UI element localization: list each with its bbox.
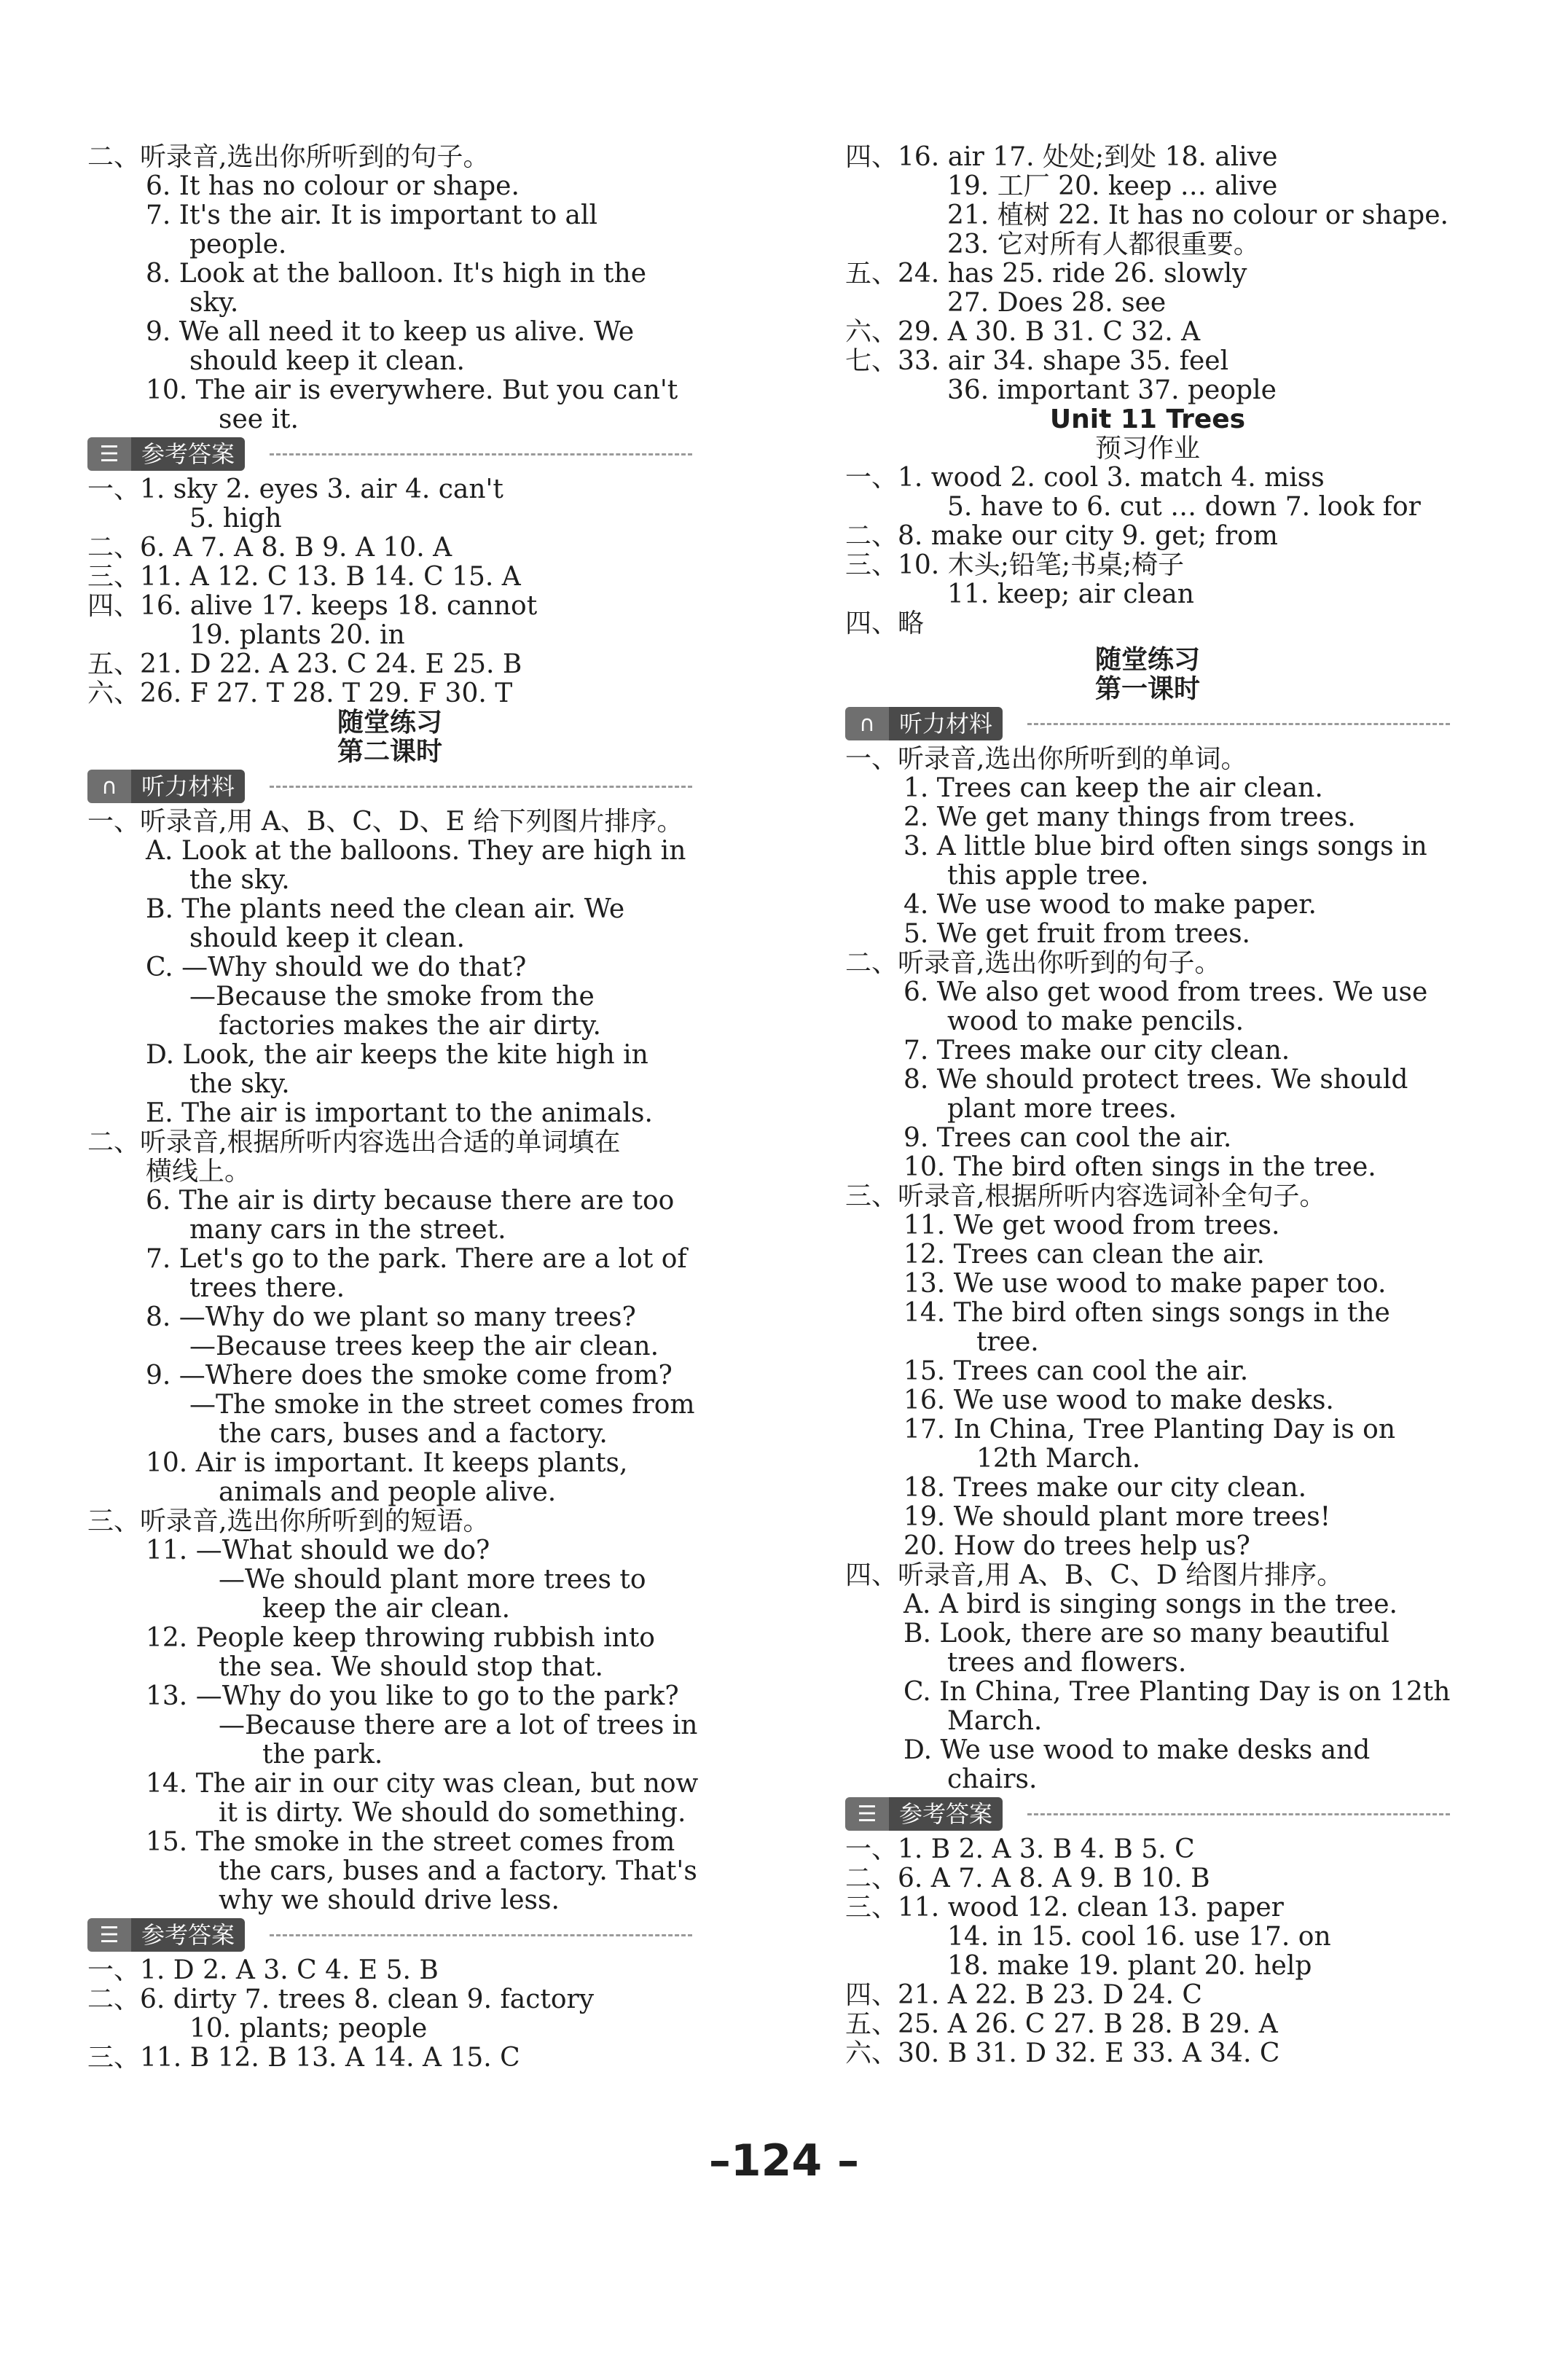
text-line: 14. The air in our city was clean, but now — [146, 1769, 699, 1799]
text-line: 18. Trees make our city clean. — [903, 1473, 1307, 1503]
text-line: March. — [947, 1706, 1043, 1736]
text-line: D. Look, the air keeps the kite high in — [146, 1040, 648, 1070]
answer-line: 三、10. 木头;铅笔;书桌;椅子 — [845, 550, 1185, 580]
text-line: 8. Look at the balloon. It's high in the — [146, 259, 647, 289]
answer-line: 四、21. A 22. B 23. D 24. C — [845, 1980, 1202, 2010]
text-line: D. We use wood to make desks and — [903, 1735, 1371, 1765]
text-line: 3. A little blue bird often sings songs in — [903, 832, 1427, 861]
text-line: A. Look at the balloons. They are high in — [146, 836, 686, 866]
text-line: 19. We should plant more trees! — [903, 1502, 1331, 1532]
text-line: 12. People keep throwing rubbish into — [146, 1623, 655, 1653]
answer-key-label: 参考答案 — [889, 1797, 1003, 1831]
answer-line: 四、略 — [845, 609, 925, 638]
answer-line: 二、6. A 7. A 8. A 9. B 10. B — [845, 1864, 1210, 1893]
text-line: B. Look, there are so many beautiful — [903, 1619, 1389, 1649]
text-line: 9. —Where does the smoke come from? — [146, 1361, 673, 1391]
text-line: keep the air clean. — [262, 1594, 511, 1624]
text-line: 7. Trees make our city clean. — [903, 1036, 1290, 1065]
text-line: the cars, buses and a factory. — [219, 1419, 608, 1449]
answer-line: 四、16. air 17. 处处;到处 18. alive — [845, 142, 1278, 172]
answer-line: 23. 它对所有人都很重要。 — [947, 230, 1260, 259]
text-line: sky. — [189, 288, 239, 318]
text-line: 15. Trees can cool the air. — [903, 1356, 1249, 1386]
text-line: —The smoke in the street comes from — [189, 1390, 695, 1420]
text-line: 7. It's the air. It is important to all — [146, 200, 598, 230]
answer-line: 二、6. A 7. A 8. B 9. A 10. A — [87, 533, 452, 563]
answer-line: 一、1. B 2. A 3. B 4. B 5. C — [845, 1834, 1195, 1864]
text-line: see it. — [219, 404, 299, 434]
text-line: —Because the smoke from the — [189, 982, 595, 1012]
answer-key-tag — [87, 437, 245, 471]
answer-key-bar — [87, 1918, 692, 1953]
answer-key-label: 参考答案 — [131, 437, 245, 471]
answer-key-bar — [845, 1797, 1450, 1832]
question-heading: 横线上。 — [146, 1157, 251, 1186]
text-line: 8. —Why do we plant so many trees? — [146, 1302, 636, 1332]
answer-line: 10. plants; people — [189, 2014, 428, 2044]
text-line: tree. — [976, 1327, 1039, 1357]
unit-title: Unit 11 Trees — [1049, 404, 1246, 434]
text-line: C. In China, Tree Planting Day is on 12th — [903, 1677, 1451, 1707]
listening-material-bar — [87, 770, 692, 805]
answer-key-bar — [87, 437, 692, 472]
text-line: the park. — [262, 1740, 383, 1770]
text-line: 2. We get many things from trees. — [903, 802, 1356, 832]
answer-line: 三、11. A 12. C 13. B 14. C 15. A — [87, 562, 521, 592]
answer-key-label: 参考答案 — [131, 1918, 245, 1952]
answer-line: 5. high — [189, 504, 282, 533]
answer-line: 19. plants 20. in — [189, 620, 405, 650]
divider — [1027, 1813, 1450, 1815]
text-line: animals and people alive. — [219, 1477, 557, 1507]
listening-material-label: 听力材料 — [131, 770, 245, 803]
question-heading: 一、听录音,选出你所听到的单词。 — [845, 744, 1247, 774]
question-heading: 一、听录音,用 A、B、C、D、E 给下列图片排序。 — [87, 807, 683, 837]
text-line: 15. The smoke in the street comes from — [146, 1827, 675, 1857]
text-line: factories makes the air dirty. — [219, 1011, 601, 1041]
answer-line: 18. make 19. plant 20. help — [947, 1951, 1312, 1981]
text-line: chairs. — [947, 1764, 1038, 1794]
text-line: 1. Trees can keep the air clean. — [903, 773, 1323, 803]
text-line: the sky. — [189, 865, 290, 895]
divider — [270, 453, 692, 455]
text-line: 13. —Why do you like to go to the park? — [146, 1681, 679, 1711]
page-number: –124 – — [708, 2135, 860, 2186]
text-line: trees and flowers. — [947, 1648, 1187, 1678]
text-line: 17. In China, Tree Planting Day is on — [903, 1415, 1396, 1444]
text-line: why we should drive less. — [219, 1885, 560, 1915]
question-heading: 三、听录音,选出你所听到的短语。 — [87, 1506, 490, 1536]
question-heading: 三、听录音,根据所听内容选词补全句子。 — [845, 1181, 1326, 1211]
text-line: 4. We use wood to make paper. — [903, 890, 1317, 920]
text-line: 12. Trees can clean the air. — [903, 1240, 1265, 1270]
headphones-icon: ∩ — [845, 707, 889, 740]
text-line: 9. We all need it to keep us alive. We — [146, 317, 635, 347]
question-heading: 二、听录音,根据所听内容选出合适的单词填在 — [87, 1127, 621, 1157]
answer-line: 19. 工厂 20. keep … alive — [947, 171, 1278, 201]
text-line: 9. Trees can cool the air. — [903, 1123, 1232, 1153]
answer-line: 五、24. has 25. ride 26. slowly — [845, 259, 1247, 289]
text-line: —Because trees keep the air clean. — [189, 1332, 659, 1361]
answer-line: 一、1. D 2. A 3. C 4. E 5. B — [87, 1955, 439, 1985]
text-line: 6. We also get wood from trees. We use — [903, 977, 1428, 1007]
text-line: 5. We get fruit from trees. — [903, 919, 1250, 949]
text-line: 13. We use wood to make paper too. — [903, 1269, 1387, 1299]
answer-line: 5. have to 6. cut … down 7. look for — [947, 492, 1421, 522]
question-heading: 二、听录音,选出你听到的句子。 — [845, 948, 1221, 978]
answer-line: 36. important 37. people — [947, 375, 1277, 405]
section-title: 随堂练习 — [1094, 645, 1200, 675]
listening-material-tag — [87, 770, 245, 803]
text-line: 10. Air is important. It keeps plants, — [146, 1448, 628, 1478]
text-line: 6. It has no colour or shape. — [146, 171, 520, 201]
text-line: should keep it clean. — [189, 923, 465, 953]
answer-line: 二、6. dirty 7. trees 8. clean 9. factory — [87, 1985, 595, 2014]
text-line: wood to make pencils. — [947, 1006, 1244, 1036]
question-heading: 四、听录音,用 A、B、C、D 给图片排序。 — [845, 1560, 1344, 1590]
divider — [1027, 723, 1450, 725]
answer-line: 五、21. D 22. A 23. C 24. E 25. B — [87, 649, 522, 679]
text-line: the sky. — [189, 1069, 290, 1099]
right-column — [845, 143, 1450, 2068]
text-line: E. The air is important to the animals. — [146, 1098, 653, 1128]
text-line: C. —Why should we do that? — [146, 953, 527, 982]
text-line: —We should plant more trees to — [219, 1565, 646, 1595]
section-title: 随堂练习 — [337, 708, 442, 738]
text-line: the sea. We should stop that. — [219, 1652, 603, 1682]
list-icon: ☰ — [845, 1797, 889, 1831]
text-line: should keep it clean. — [189, 346, 465, 376]
answer-line: 11. keep; air clean — [947, 579, 1194, 609]
text-line: 12th March. — [976, 1444, 1141, 1474]
text-line: many cars in the street. — [189, 1215, 506, 1245]
divider — [270, 786, 692, 788]
text-line: 11. —What should we do? — [146, 1536, 490, 1565]
list-icon: ☰ — [87, 1918, 131, 1952]
listening-material-bar — [845, 707, 1450, 742]
answer-key-tag — [845, 1797, 1003, 1831]
answer-line: 一、1. sky 2. eyes 3. air 4. can't — [87, 474, 503, 504]
answer-line: 二、8. make our city 9. get; from — [845, 521, 1278, 551]
listening-material-tag — [845, 707, 1003, 740]
text-line: —Because there are a lot of trees in — [219, 1710, 698, 1740]
section-subtitle: 第二课时 — [337, 737, 442, 767]
text-line: it is dirty. We should do something. — [219, 1798, 686, 1828]
divider — [270, 1934, 692, 1936]
text-line: 6. The air is dirty because there are too — [146, 1186, 675, 1216]
answer-line: 14. in 15. cool 16. use 17. on — [947, 1922, 1331, 1952]
text-line: 7. Let's go to the park. There are a lot of — [146, 1244, 687, 1274]
text-line: 8. We should protect trees. We should — [903, 1065, 1408, 1095]
text-line: the cars, buses and a factory. That's — [219, 1856, 697, 1886]
answer-line: 27. Does 28. see — [947, 288, 1167, 318]
section-subtitle: 第一课时 — [1094, 674, 1200, 704]
text-line: plant more trees. — [947, 1094, 1177, 1124]
answer-line: 一、1. wood 2. cool 3. match 4. miss — [845, 463, 1325, 493]
text-line: people. — [189, 230, 287, 259]
text-line: 16. We use wood to make desks. — [903, 1385, 1334, 1415]
text-line: 11. We get wood from trees. — [903, 1211, 1280, 1240]
answer-line: 21. 植树 22. It has no colour or shape. — [947, 200, 1449, 230]
answer-line: 六、29. A 30. B 31. C 32. A — [845, 317, 1201, 347]
answer-line: 六、30. B 31. D 32. E 33. A 34. C — [845, 2038, 1280, 2068]
text-line: B. The plants need the clean air. We — [146, 894, 625, 924]
text-line: 10. The bird often sings in the tree. — [903, 1152, 1376, 1182]
answer-line: 六、26. F 27. T 28. T 29. F 30. T — [87, 679, 513, 708]
answer-key-tag — [87, 1918, 245, 1952]
left-column — [87, 142, 699, 2073]
text-line: 10. The air is everywhere. But you can't — [146, 375, 678, 405]
answer-line: 五、25. A 26. C 27. B 28. B 29. A — [845, 2009, 1278, 2039]
headphones-icon: ∩ — [87, 770, 131, 803]
answer-line: 三、11. B 12. B 13. A 14. A 15. C — [87, 2043, 520, 2073]
unit-subtitle: 预习作业 — [1094, 434, 1200, 464]
list-icon: ☰ — [87, 437, 131, 471]
question-heading: 二、听录音,选出你所听到的句子。 — [87, 142, 490, 172]
answer-line: 四、16. alive 17. keeps 18. cannot — [87, 591, 538, 621]
text-line: this apple tree. — [947, 861, 1149, 891]
text-line: A. A bird is singing songs in the tree. — [903, 1589, 1398, 1619]
text-line: trees there. — [189, 1273, 345, 1303]
text-line: 14. The bird often sings songs in the — [903, 1298, 1390, 1328]
answer-line: 七、33. air 34. shape 35. feel — [845, 346, 1229, 376]
answer-line: 三、11. wood 12. clean 13. paper — [845, 1893, 1284, 1923]
text-line: 20. How do trees help us? — [903, 1531, 1250, 1561]
listening-material-label: 听力材料 — [889, 707, 1003, 740]
